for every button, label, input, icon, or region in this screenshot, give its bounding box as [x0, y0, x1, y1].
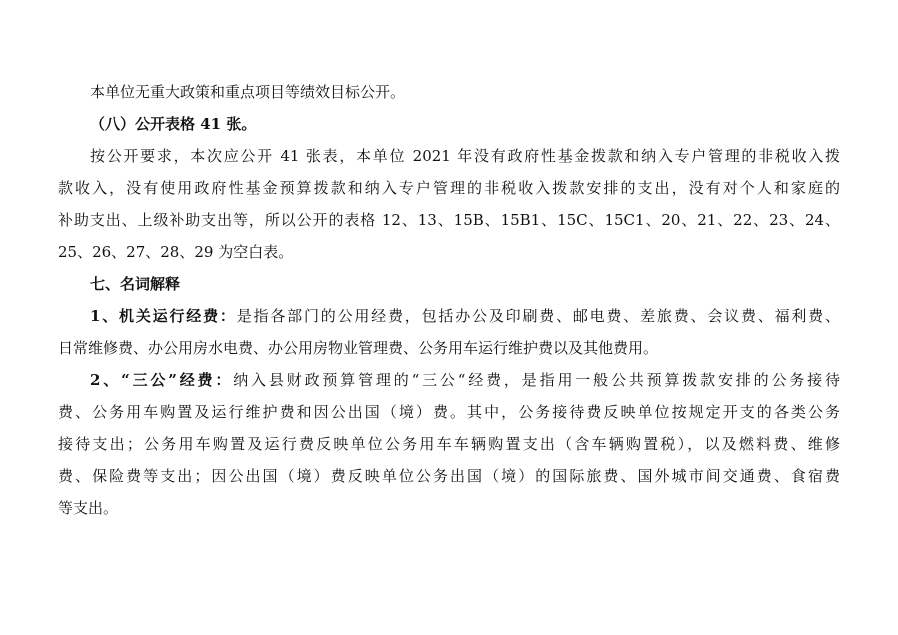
- term-2-line-3: 接待支出；公务用车购置及运行费反映单位公务用车车辆购置支出（含车辆购置税），以及燃料费、维修: [58, 435, 840, 453]
- paragraph-tables-line-2: 款收入，没有使用政府性基金预算拨款和纳入专户管理的非税收入拨款安排的支出，没有对个人和家庭的: [58, 179, 840, 197]
- paragraph-tables-line-4: 25、26、27、28、29 为空白表。: [58, 243, 294, 261]
- term-1-definition: 是指各部门的公用经费，包括办公及印刷费、邮电费、差旅费、会议费、福利费、: [236, 307, 840, 325]
- term-2-line-1: [90, 370, 840, 390]
- term-2-definition: 纳入县财政预算管理的“三公“经费，是指用一般公共预算拨款安排的公务接待: [233, 371, 840, 389]
- section-heading-glossary: 七、名词解释: [90, 275, 181, 293]
- term-1-label: 1、机关运行经费：: [90, 307, 237, 325]
- term-1-line-2: 日常维修费、办公用房水电费、办公用房物业管理费、公务用车运行维护费以及其他费用。: [58, 339, 659, 357]
- term-2-line-4: 费、保险费等支出；因公出国（境）费反映单位公务出国（境）的国际旅费、国外城市间交通费、食宿费: [58, 467, 840, 485]
- paragraph-performance: 本单位无重大政策和重点项目等绩效目标公开。: [90, 83, 406, 101]
- term-2-label: 2、“三公”经费：: [90, 371, 234, 389]
- paragraph-tables-line-1: 按公开要求，本次应公开 41 张表，本单位 2021 年没有政府性基金拨款和纳入专户管理的非税收入拨: [90, 147, 840, 165]
- term-2-line-5: 等支出。: [58, 499, 119, 517]
- paragraph-tables-line-3: 补助支出、上级补助支出等，所以公开的表格 12、13、15B、15B1、15C、15C1、20、21、22、23、24、: [58, 211, 840, 229]
- term-1-line-1: [90, 306, 840, 326]
- term-2-line-2: 费、公务用车购置及运行维护费和因公出国（境）费。其中，公务接待费反映单位按规定开支的各类公务: [58, 403, 840, 421]
- section-heading-tables: （八）公开表格 41 张。: [90, 115, 257, 133]
